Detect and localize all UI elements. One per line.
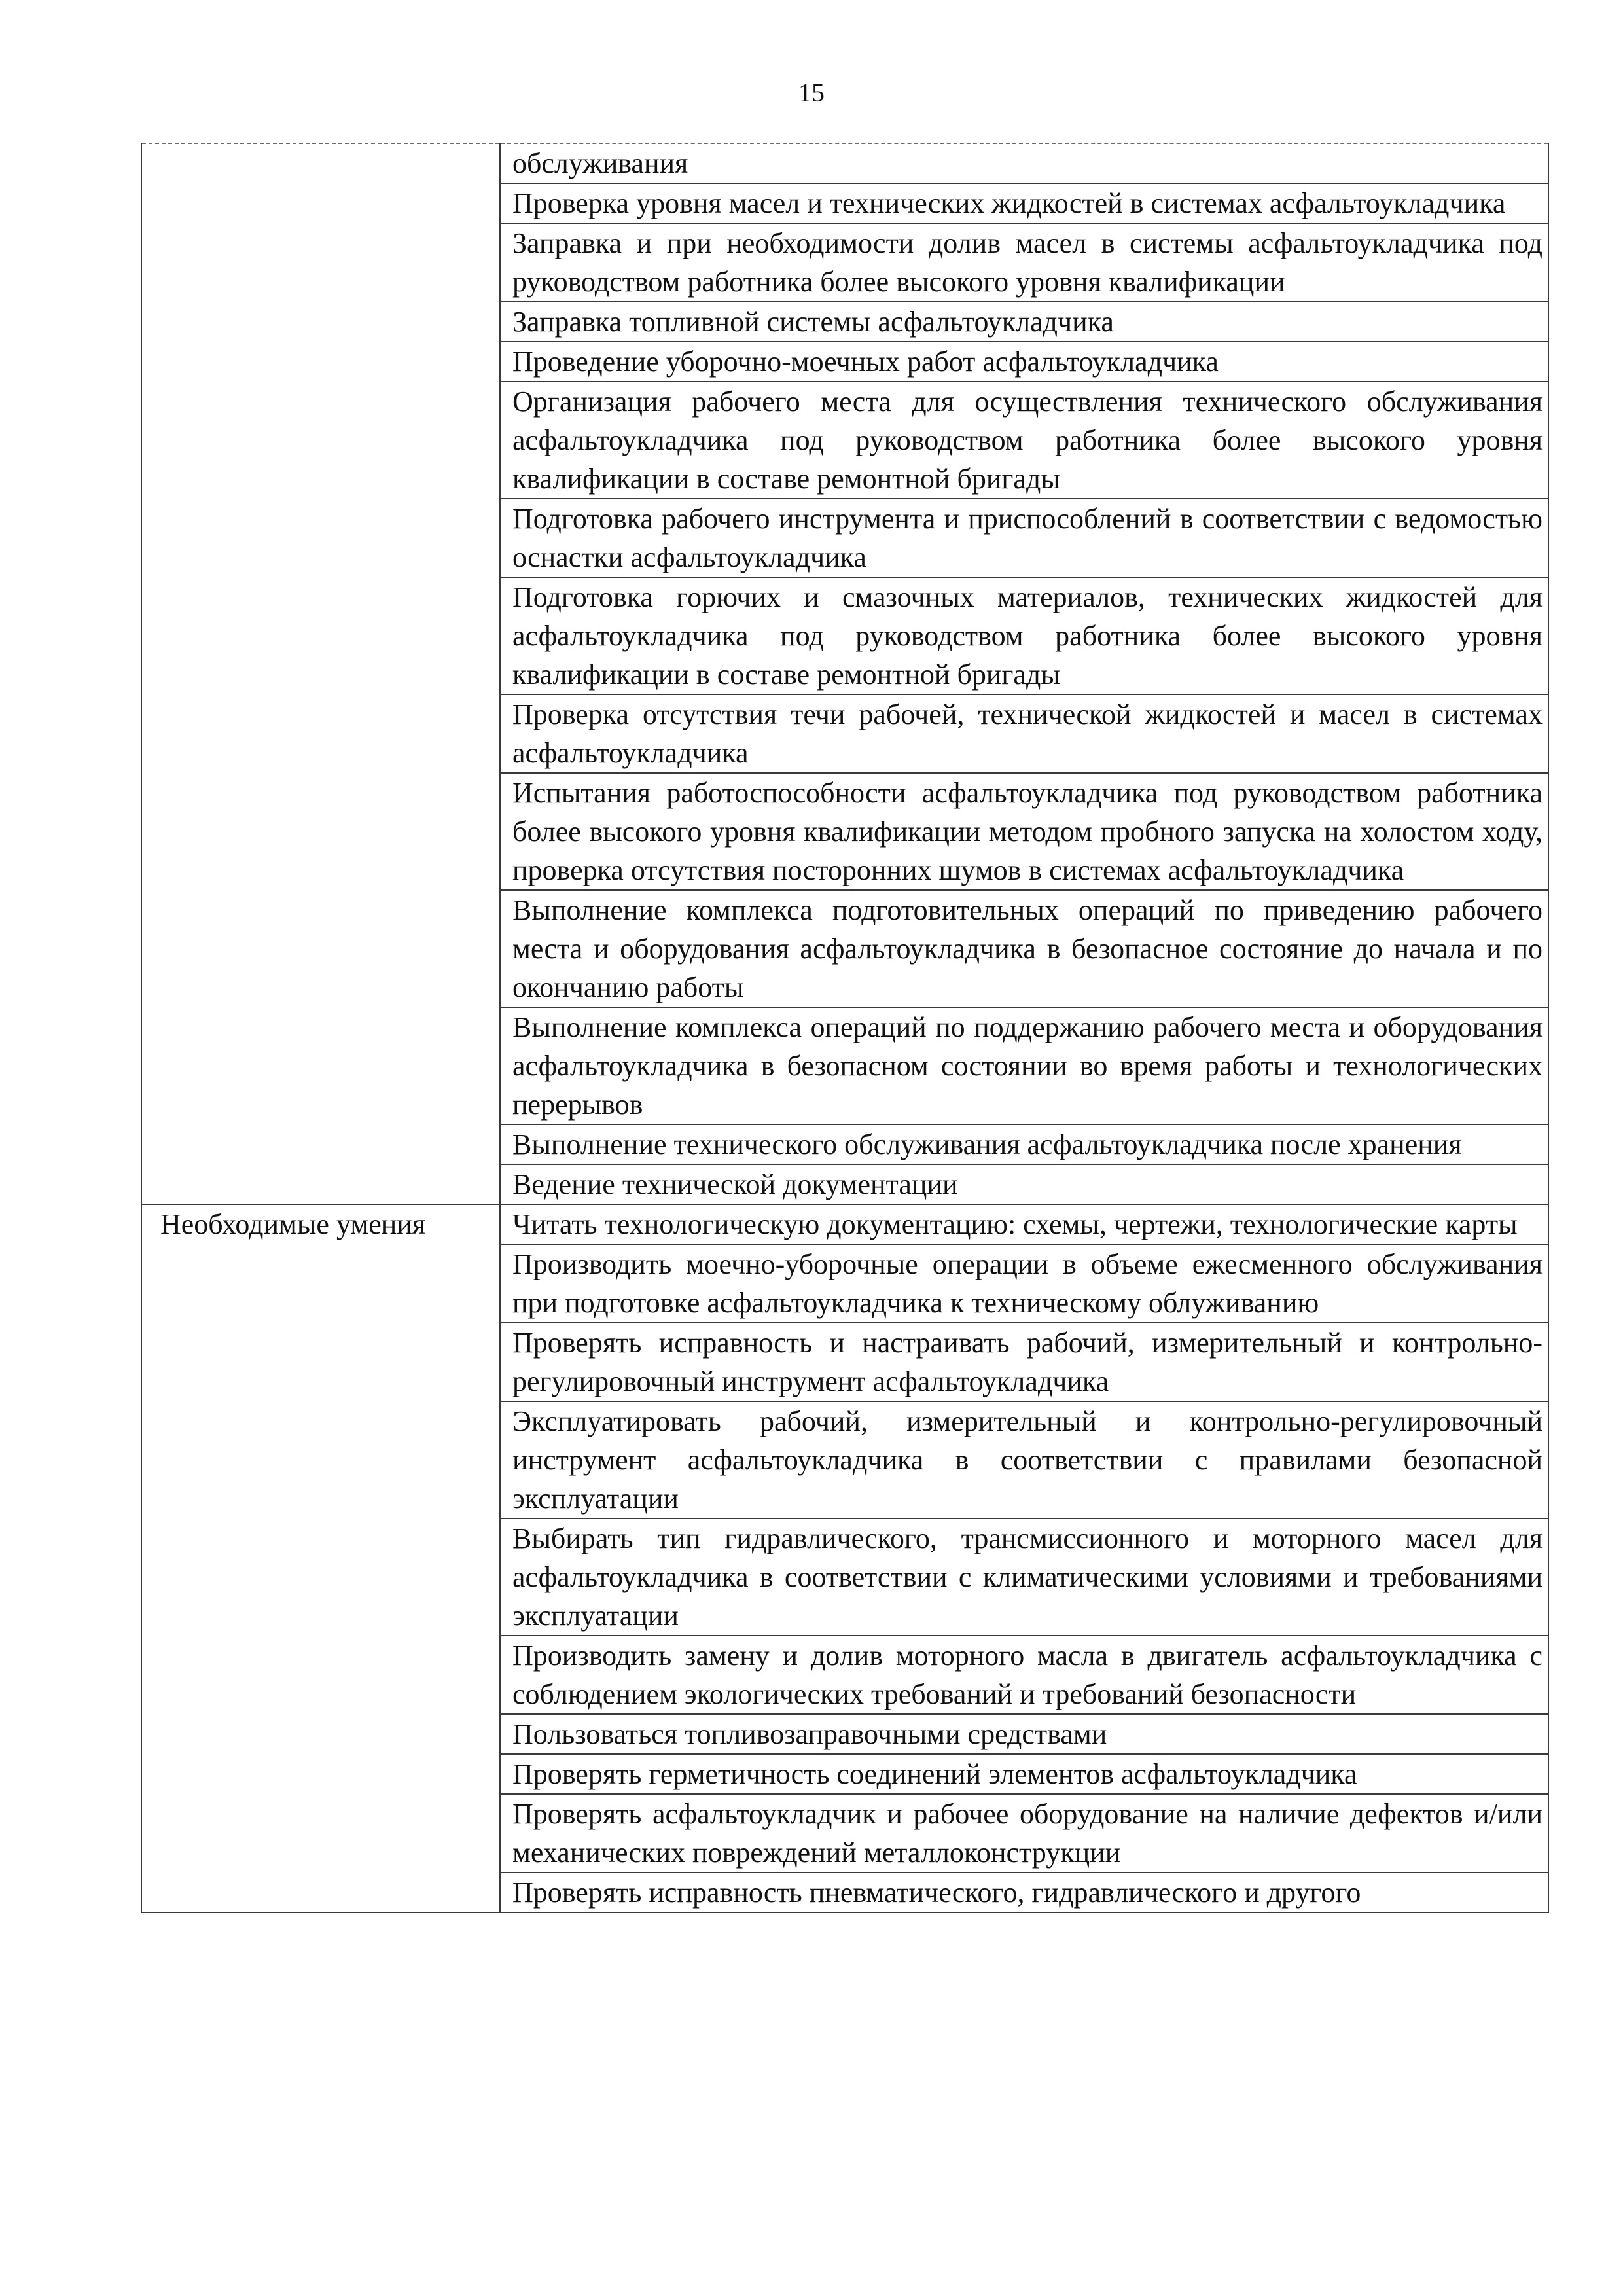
table-cell: Проверять исправность и настраивать рабочий, измерительный и контрольно-регулировочный инструмент асфальтоукладчика: [500, 1323, 1548, 1401]
table-cell: Подготовка горючих и смазочных материалов, технических жидкостей для асфальтоукладчика под руководством работника более высокого уровня квалификации в составе ремонтной бригады: [500, 577, 1548, 694]
continued-section-label: [141, 143, 500, 1204]
skills-section-label: Необходимые умения: [141, 1204, 500, 1912]
table-cell: Выполнение технического обслуживания асфальтоукладчика после хранения: [500, 1124, 1548, 1164]
table-cell: Выбирать тип гидравлического, трансмиссионного и моторного масел для асфальтоукладчика в соответствии с климатическими условиями и требованиями эксплуатации: [500, 1518, 1548, 1636]
table-cell: Проведение уборочно-моечных работ асфальтоукладчика: [500, 342, 1548, 382]
table-cell: Производить замену и долив моторного масла в двигатель асфальтоукладчика с соблюдением экологических требований и требований безопасности: [500, 1636, 1548, 1714]
table-cell: Проверка уровня масел и технических жидкостей в системах асфальтоукладчика: [500, 183, 1548, 223]
table-cell: Проверять герметичность соединений элементов асфальтоукладчика: [500, 1754, 1548, 1794]
table-cell: Читать технологическую документацию: схемы, чертежи, технологические карты: [500, 1204, 1548, 1244]
table-cell: Выполнение комплекса операций по поддержанию рабочего места и оборудования асфальтоукладчика в безопасном состоянии во время работы и технологических перерывов: [500, 1007, 1548, 1124]
table-cell: Подготовка рабочего инструмента и приспособлений в соответствии с ведомостью оснастки асфальтоукладчика: [500, 499, 1548, 577]
competency-table: [141, 143, 1549, 1913]
table-row: [141, 143, 1548, 183]
table-cell: Организация рабочего места для осуществления технического обслуживания асфальтоукладчика под руководством работника более высокого уровня квалификации в составе ремонтной бригады: [500, 382, 1548, 499]
table-cell: Испытания работоспособности асфальтоукладчика под руководством работника более высокого уровня квалификации методом пробного запуска на холостом ходу, проверка отсутствия посторонних шумов в системах асфальтоукладчика: [500, 773, 1548, 890]
table-cell: обслуживания: [500, 143, 1548, 183]
page-number: 15: [798, 78, 825, 107]
table-cell: Заправка и при необходимости долив масел в системы асфальтоукладчика под руководством работника более высокого уровня квалификации: [500, 223, 1548, 302]
table-cell: Ведение технической документации: [500, 1164, 1548, 1204]
table-cell: Эксплуатировать рабочий, измерительный и контрольно-регулировочный инструмент асфальтоукладчика в соответствии с правилами безопасной эксплуатации: [500, 1401, 1548, 1518]
table-cell: Производить моечно-уборочные операции в объеме ежесменного обслуживания при подготовке асфальтоукладчика к техническому облуживанию: [500, 1244, 1548, 1323]
table-cell: Заправка топливной системы асфальтоукладчика: [500, 302, 1548, 342]
table-row: [141, 1204, 1548, 1244]
table-cell: Пользоваться топливозаправочными средствами: [500, 1714, 1548, 1754]
table-cell: Проверять исправность пневматического, гидравлического и другого: [500, 1873, 1548, 1912]
table-cell: Проверка отсутствия течи рабочей, технической жидкостей и масел в системах асфальтоукладчика: [500, 694, 1548, 773]
table-cell: Проверять асфальтоукладчик и рабочее оборудование на наличие дефектов и/или механических повреждений металлоконструкции: [500, 1794, 1548, 1873]
table-cell: Выполнение комплекса подготовительных операций по приведению рабочего места и оборудования асфальтоукладчика в безопасное состояние до начала и по окончанию работы: [500, 890, 1548, 1007]
